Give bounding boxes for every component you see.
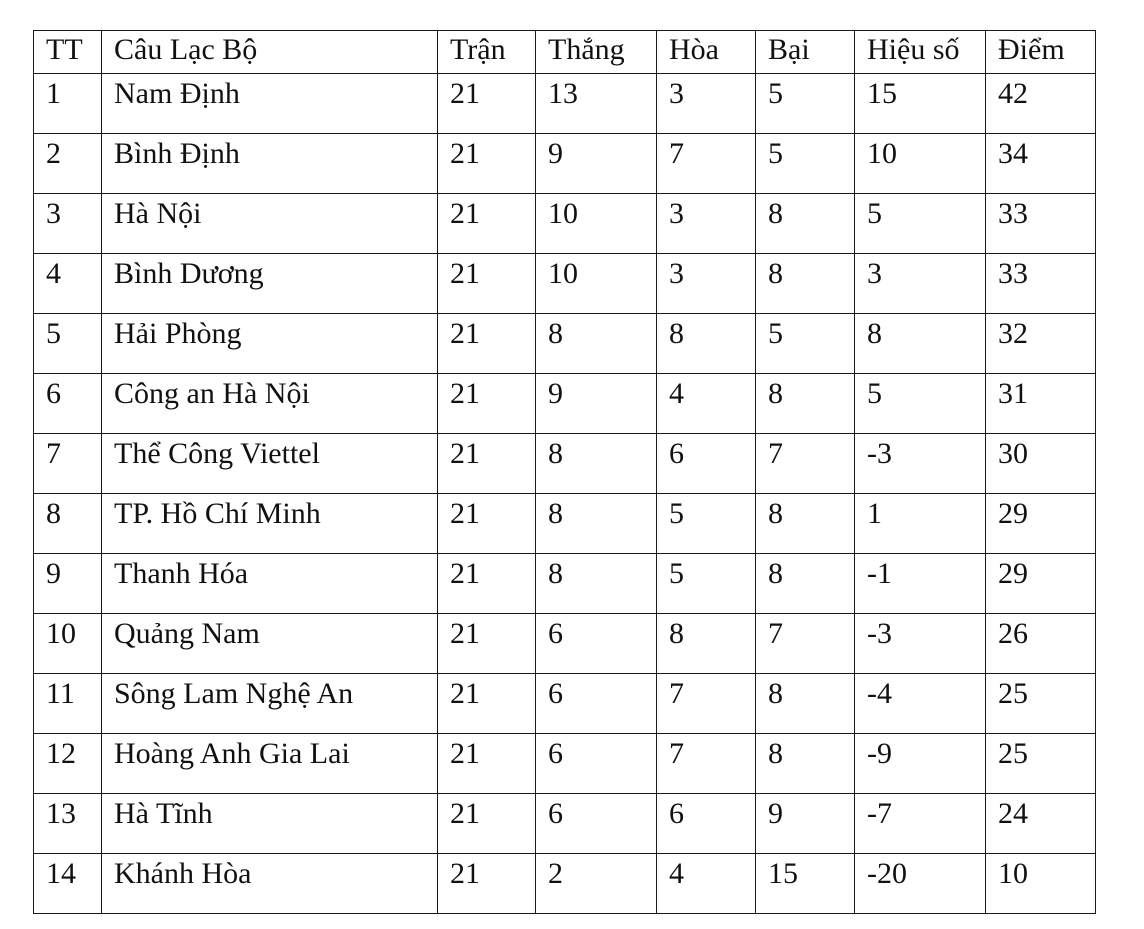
cell-lost: 7 xyxy=(756,434,855,494)
cell-won: 9 xyxy=(536,374,657,434)
header-row xyxy=(34,31,1096,74)
cell-won: 8 xyxy=(536,554,657,614)
cell-lost: 7 xyxy=(756,614,855,674)
header-tt: TT xyxy=(34,31,102,74)
cell-points: 29 xyxy=(986,494,1096,554)
cell-won: 8 xyxy=(536,314,657,374)
header-won: Thắng xyxy=(536,31,657,74)
table-row xyxy=(34,614,1096,674)
cell-goal-diff: -3 xyxy=(855,614,986,674)
table-row xyxy=(34,734,1096,794)
cell-club: Hà Nội xyxy=(102,194,438,254)
cell-lost: 8 xyxy=(756,554,855,614)
cell-club: Nam Định xyxy=(102,74,438,134)
table-row xyxy=(34,674,1096,734)
cell-points: 32 xyxy=(986,314,1096,374)
cell-drawn: 5 xyxy=(657,554,756,614)
cell-drawn: 6 xyxy=(657,434,756,494)
cell-points: 33 xyxy=(986,194,1096,254)
cell-club: Khánh Hòa xyxy=(102,854,438,914)
table-row xyxy=(34,194,1096,254)
cell-drawn: 7 xyxy=(657,734,756,794)
cell-won: 6 xyxy=(536,734,657,794)
cell-goal-diff: -4 xyxy=(855,674,986,734)
cell-lost: 8 xyxy=(756,674,855,734)
cell-points: 30 xyxy=(986,434,1096,494)
cell-goal-diff: -1 xyxy=(855,554,986,614)
cell-lost: 8 xyxy=(756,494,855,554)
cell-played: 21 xyxy=(438,794,536,854)
cell-drawn: 7 xyxy=(657,134,756,194)
cell-goal-diff: -20 xyxy=(855,854,986,914)
cell-goal-diff: 10 xyxy=(855,134,986,194)
cell-goal-diff: 1 xyxy=(855,494,986,554)
cell-won: 8 xyxy=(536,434,657,494)
cell-tt: 9 xyxy=(34,554,102,614)
table-row xyxy=(34,374,1096,434)
cell-lost: 8 xyxy=(756,254,855,314)
cell-tt: 12 xyxy=(34,734,102,794)
header-drawn: Hòa xyxy=(657,31,756,74)
cell-club: Thể Công Viettel xyxy=(102,434,438,494)
cell-won: 6 xyxy=(536,614,657,674)
cell-points: 10 xyxy=(986,854,1096,914)
cell-played: 21 xyxy=(438,194,536,254)
cell-tt: 6 xyxy=(34,374,102,434)
cell-tt: 1 xyxy=(34,74,102,134)
cell-points: 24 xyxy=(986,794,1096,854)
cell-played: 21 xyxy=(438,554,536,614)
cell-played: 21 xyxy=(438,74,536,134)
cell-tt: 3 xyxy=(34,194,102,254)
cell-club: Thanh Hóa xyxy=(102,554,438,614)
cell-played: 21 xyxy=(438,314,536,374)
cell-lost: 9 xyxy=(756,794,855,854)
cell-won: 6 xyxy=(536,794,657,854)
cell-tt: 5 xyxy=(34,314,102,374)
cell-club: TP. Hồ Chí Minh xyxy=(102,494,438,554)
cell-played: 21 xyxy=(438,734,536,794)
header-played: Trận xyxy=(438,31,536,74)
cell-lost: 15 xyxy=(756,854,855,914)
header-goal-diff: Hiệu số xyxy=(855,31,986,74)
cell-goal-diff: -3 xyxy=(855,434,986,494)
cell-goal-diff: 8 xyxy=(855,314,986,374)
cell-points: 26 xyxy=(986,614,1096,674)
cell-played: 21 xyxy=(438,374,536,434)
cell-tt: 10 xyxy=(34,614,102,674)
cell-points: 42 xyxy=(986,74,1096,134)
cell-played: 21 xyxy=(438,854,536,914)
cell-won: 10 xyxy=(536,194,657,254)
cell-drawn: 8 xyxy=(657,314,756,374)
cell-goal-diff: 3 xyxy=(855,254,986,314)
cell-won: 9 xyxy=(536,134,657,194)
cell-goal-diff: 5 xyxy=(855,194,986,254)
cell-drawn: 4 xyxy=(657,854,756,914)
table-row xyxy=(34,794,1096,854)
cell-won: 10 xyxy=(536,254,657,314)
cell-goal-diff: 15 xyxy=(855,74,986,134)
table-row xyxy=(34,254,1096,314)
cell-drawn: 3 xyxy=(657,194,756,254)
cell-tt: 7 xyxy=(34,434,102,494)
cell-drawn: 7 xyxy=(657,674,756,734)
cell-points: 29 xyxy=(986,554,1096,614)
table-row xyxy=(34,434,1096,494)
cell-points: 34 xyxy=(986,134,1096,194)
standings-table xyxy=(33,30,1096,914)
cell-drawn: 8 xyxy=(657,614,756,674)
cell-played: 21 xyxy=(438,434,536,494)
cell-drawn: 4 xyxy=(657,374,756,434)
table-row xyxy=(34,854,1096,914)
cell-lost: 5 xyxy=(756,74,855,134)
cell-played: 21 xyxy=(438,614,536,674)
cell-goal-diff: -9 xyxy=(855,734,986,794)
cell-club: Bình Dương xyxy=(102,254,438,314)
header-club: Câu Lạc Bộ xyxy=(102,31,438,74)
table-row xyxy=(34,314,1096,374)
cell-lost: 8 xyxy=(756,374,855,434)
cell-club: Hải Phòng xyxy=(102,314,438,374)
cell-tt: 14 xyxy=(34,854,102,914)
cell-lost: 8 xyxy=(756,194,855,254)
table-row xyxy=(34,134,1096,194)
table-row xyxy=(34,74,1096,134)
cell-points: 31 xyxy=(986,374,1096,434)
cell-goal-diff: -7 xyxy=(855,794,986,854)
cell-played: 21 xyxy=(438,494,536,554)
cell-club: Hà Tĩnh xyxy=(102,794,438,854)
cell-tt: 4 xyxy=(34,254,102,314)
cell-club: Công an Hà Nội xyxy=(102,374,438,434)
cell-won: 8 xyxy=(536,494,657,554)
cell-tt: 13 xyxy=(34,794,102,854)
cell-lost: 5 xyxy=(756,134,855,194)
cell-club: Hoàng Anh Gia Lai xyxy=(102,734,438,794)
cell-played: 21 xyxy=(438,254,536,314)
header-lost: Bại xyxy=(756,31,855,74)
cell-tt: 11 xyxy=(34,674,102,734)
cell-points: 25 xyxy=(986,734,1096,794)
cell-points: 33 xyxy=(986,254,1096,314)
cell-won: 6 xyxy=(536,674,657,734)
cell-tt: 2 xyxy=(34,134,102,194)
cell-won: 13 xyxy=(536,74,657,134)
cell-tt: 8 xyxy=(34,494,102,554)
table-row xyxy=(34,494,1096,554)
cell-won: 2 xyxy=(536,854,657,914)
cell-lost: 8 xyxy=(756,734,855,794)
cell-lost: 5 xyxy=(756,314,855,374)
cell-drawn: 6 xyxy=(657,794,756,854)
cell-club: Quảng Nam xyxy=(102,614,438,674)
cell-drawn: 3 xyxy=(657,254,756,314)
cell-points: 25 xyxy=(986,674,1096,734)
cell-club: Bình Định xyxy=(102,134,438,194)
cell-played: 21 xyxy=(438,134,536,194)
cell-drawn: 5 xyxy=(657,494,756,554)
cell-played: 21 xyxy=(438,674,536,734)
cell-club: Sông Lam Nghệ An xyxy=(102,674,438,734)
cell-goal-diff: 5 xyxy=(855,374,986,434)
cell-drawn: 3 xyxy=(657,74,756,134)
table-row xyxy=(34,554,1096,614)
header-points: Điểm xyxy=(986,31,1096,74)
